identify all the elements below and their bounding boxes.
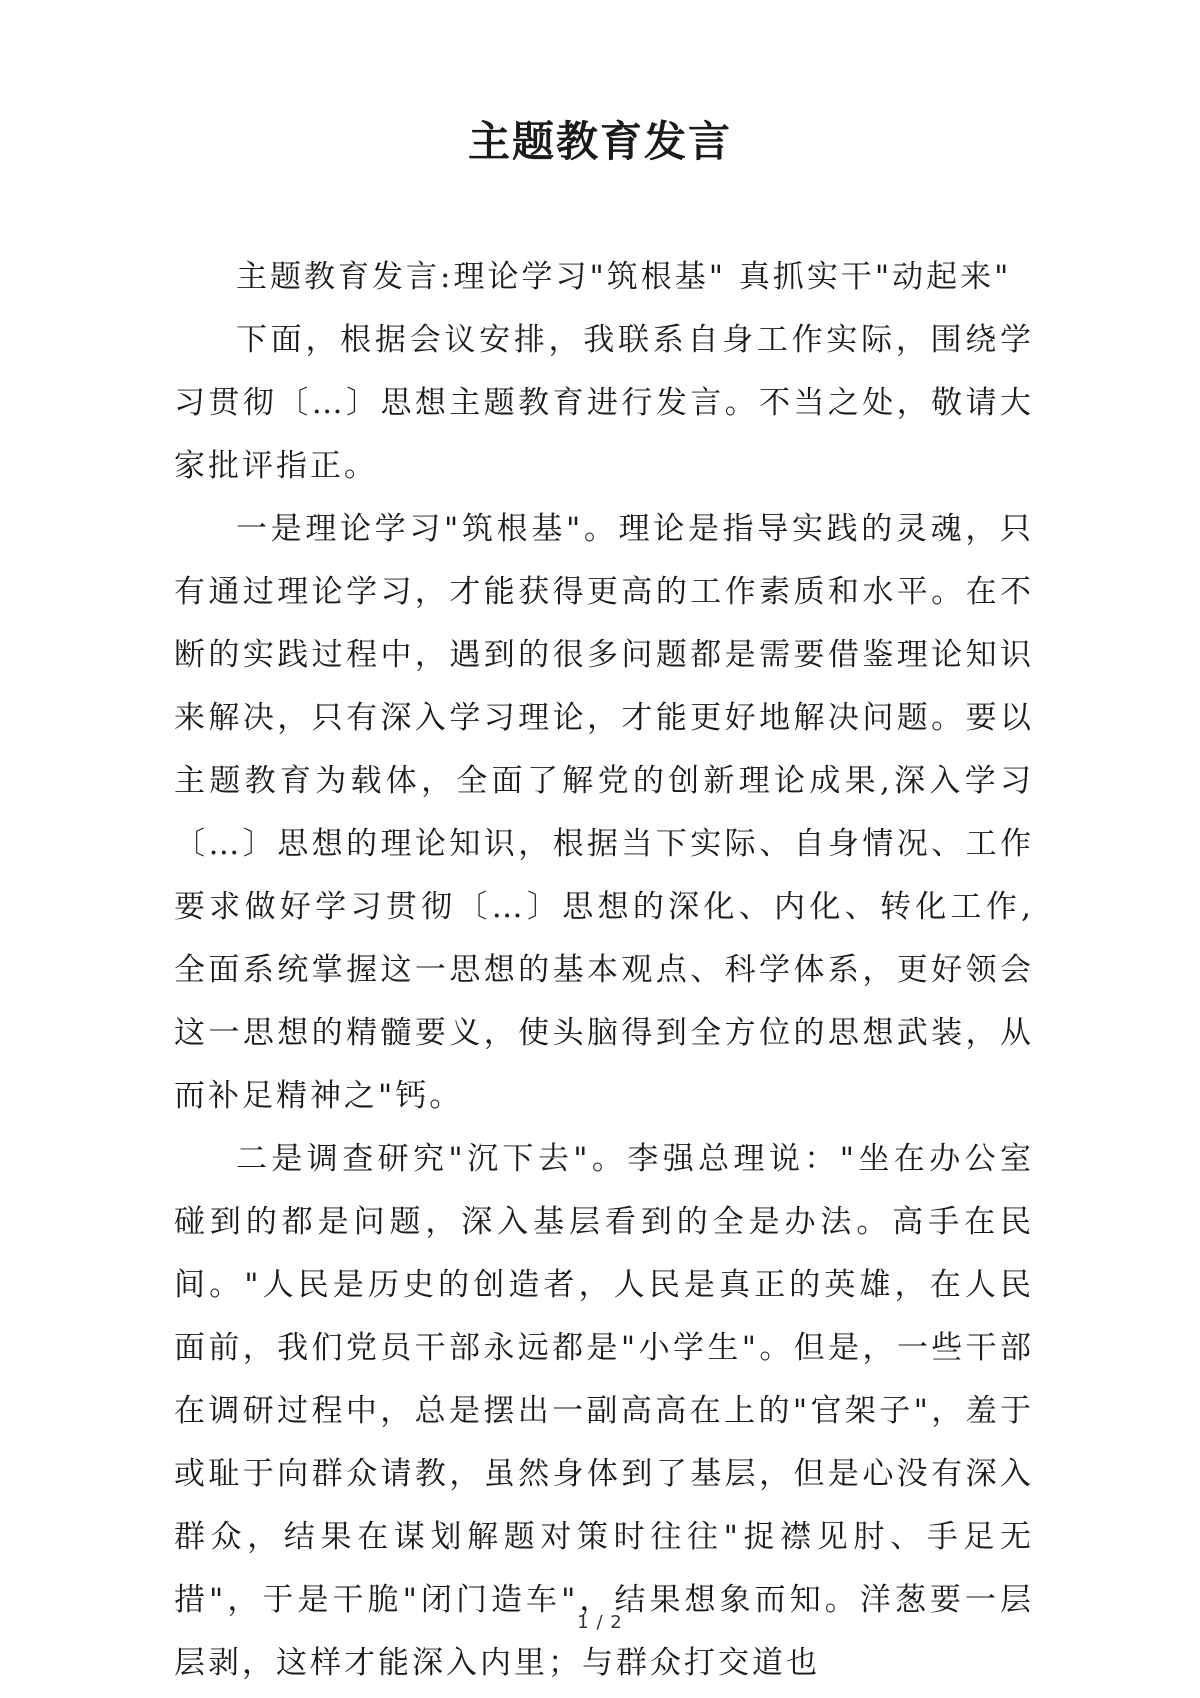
research-paragraph: 二是调查研究"沉下去"。李强总理说："坐在办公室碰到的都是问题，深入基层看到的全是办法。高手在民间。"人民是历史的创造者，人民是真正的英雄，在人民面前，我们党员干部永远都是"小学生"。但是，一些干部在调研过程中，总是摆出一副高高在上的"官架子"，羞于或耻于向群众请教，虽然身体到了基层，但是心没有深入群众，结果在谋划解题对策时往往"捉襟见肘、手足无措"，于是干脆"闭门造车"，结果想象而知。洋葱要一层层剥，这样才能深入内里；与群众打交道也 (174, 1141, 1034, 1681)
theory-study-paragraph: 一是理论学习"筑根基"。理论是指导实践的灵魂，只有通过理论学习，才能获得更高的工作素质和水平。在不断的实践过程中，遇到的很多问题都是需要借鉴理论知识来解决，只有深入学习理论，才能更好地解决问题。要以主题教育为载体，全面了解党的创新理论成果,深入学习〔…〕思想的理论知识，根据当下实际、自身情况、工作要求做好学习贯彻〔…〕思想的深化、内化、转化工作,全面系统掌握这一思想的基本观点、科学体系，更好领会这一思想的精髓要义，使头脑得到全方位的思想武装，从而补足精神之"钙。 (174, 511, 1034, 1114)
intro-paragraph: 下面，根据会议安排，我联系自身工作实际，围绕学习贯彻〔…〕思想主题教育进行发言。不当之处，敬请大家批评指正。 (174, 322, 1034, 484)
page-number: 1 / 2 (577, 1612, 623, 1633)
document-title: 主题教育发言 (467, 117, 732, 166)
subtitle-paragraph: 主题教育发言:理论学习"筑根基" 真抓实干"动起来" (236, 259, 1012, 295)
document-body (174, 246, 1034, 1695)
